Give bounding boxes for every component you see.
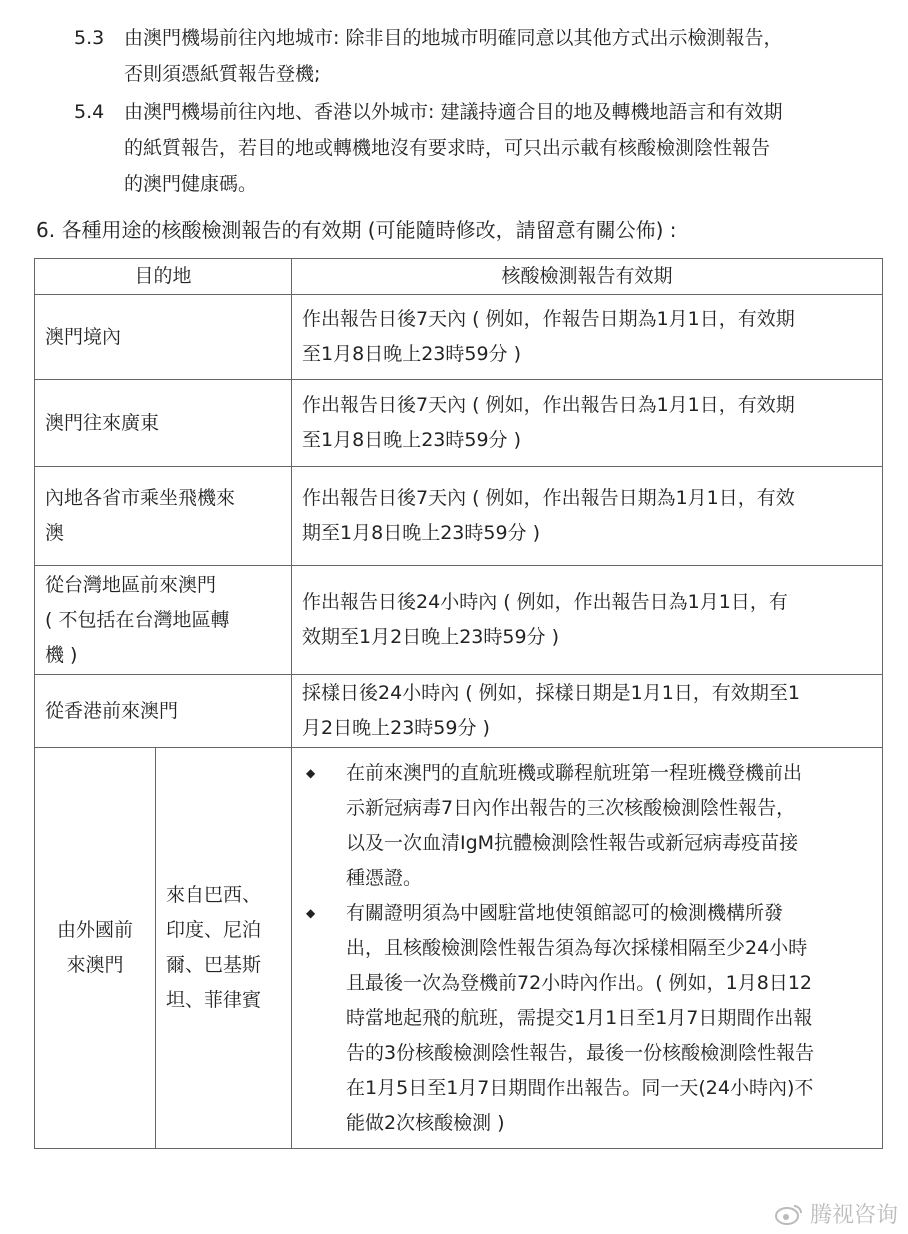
- destination-cell: 澳門往來廣東: [35, 380, 292, 467]
- watermark: [774, 1198, 898, 1229]
- section-6-heading: 6. 各種用途的核酸檢測報告的有效期 (可能隨時修改，請留意有關公佈) :: [36, 218, 677, 242]
- section-text: 由澳門機場前往內地、香港以外城市: 建議持適合目的地及轉機地語言和有效期 的紙質報告，若目的地或轉機地沒有要求時，可只出示載有核酸檢測陰性報告 的澳門健康碼。: [124, 101, 783, 195]
- list-item: [302, 756, 872, 896]
- section-5-4: [74, 94, 894, 204]
- destination-cell: 從台灣地區前來澳門 ( 不包括在台灣地區轉 機 ): [35, 566, 292, 675]
- validity-table: [34, 258, 883, 1149]
- validity-cell: 作出報告日後7天內 ( 例如，作報告日期為1月1日，有效期 至1月8日晚上23時59分 ): [292, 295, 883, 380]
- list-item: [302, 896, 872, 1141]
- watermark-text: 腾视咨询: [809, 1203, 898, 1228]
- section-5-3: [74, 20, 894, 92]
- table-row: [35, 566, 883, 675]
- requirements-list: [302, 756, 872, 1141]
- destination-cell: 從香港前來澳門: [35, 675, 292, 748]
- validity-cell: 作出報告日後24小時內 ( 例如，作出報告日為1月1日，有 效期至1月2日晚上23時59分 ): [292, 566, 883, 675]
- section-text: 由澳門機場前往內地城市: 除非目的地城市明確同意以其他方式出示檢測報告， 否則須憑紙質報告登機;: [124, 27, 783, 85]
- diamond-bullet-icon: ◆: [306, 765, 316, 780]
- foreign-requirements-cell: [292, 748, 883, 1149]
- requirement-text: 在前來澳門的直航班機或聯程航班第一程班機登機前出 示新冠病毒7日內作出報告的三次核酸檢測陰性報告， 以及一次血清IgM抗體檢測陰性報告或新冠病毒疫苗接 種憑證。: [346, 761, 803, 889]
- requirement-text: 有關證明須為中國駐當地使領館認可的檢測機構所發 出，且核酸檢測陰性報告須為每次採樣相隔至少24小時 且最後一次為登機前72小時內作出。( 例如，1月8日12 時當地起飛的航班，需提交1月1日至1月7日期間作出報 告的3份核酸檢測陰性報告，最後一份核酸檢測陰性報告 在1月5日至1月7日期間作出報告。同一天(24小時內)不 能做2次核酸檢測 ): [346, 901, 815, 1134]
- table-row: [35, 675, 883, 748]
- destination-cell: 內地各省市乘坐飛機來 澳: [35, 467, 292, 566]
- table-header-row: [35, 259, 883, 295]
- table-row: [35, 380, 883, 467]
- validity-cell: 作出報告日後7天內 ( 例如，作出報告日為1月1日，有效期 至1月8日晚上23時59分 ): [292, 380, 883, 467]
- weibo-logo-icon: [774, 1203, 804, 1225]
- destination-cell: 澳門境內: [35, 295, 292, 380]
- header-destination: 目的地: [35, 259, 292, 295]
- table-row-foreign: [35, 748, 883, 1149]
- validity-cell: 採樣日後24小時內 ( 例如，採樣日期是1月1日，有效期至1 月2日晚上23時59分 ): [292, 675, 883, 748]
- diamond-bullet-icon: ◆: [306, 905, 316, 920]
- foreign-origin-cell: 來自巴西、 印度、尼泊 爾、巴基斯 坦、菲律賓: [156, 748, 292, 1149]
- foreign-destination-cell: 由外國前 來澳門: [35, 748, 156, 1149]
- table-row: [35, 295, 883, 380]
- section-number: 5.3: [74, 27, 105, 49]
- validity-cell: 作出報告日後7天內 ( 例如，作出報告日期為1月1日，有效 期至1月8日晚上23時59分 ): [292, 467, 883, 566]
- section-number: 5.4: [74, 101, 105, 123]
- table-row: [35, 467, 883, 566]
- header-validity: 核酸檢測報告有效期: [292, 259, 883, 295]
